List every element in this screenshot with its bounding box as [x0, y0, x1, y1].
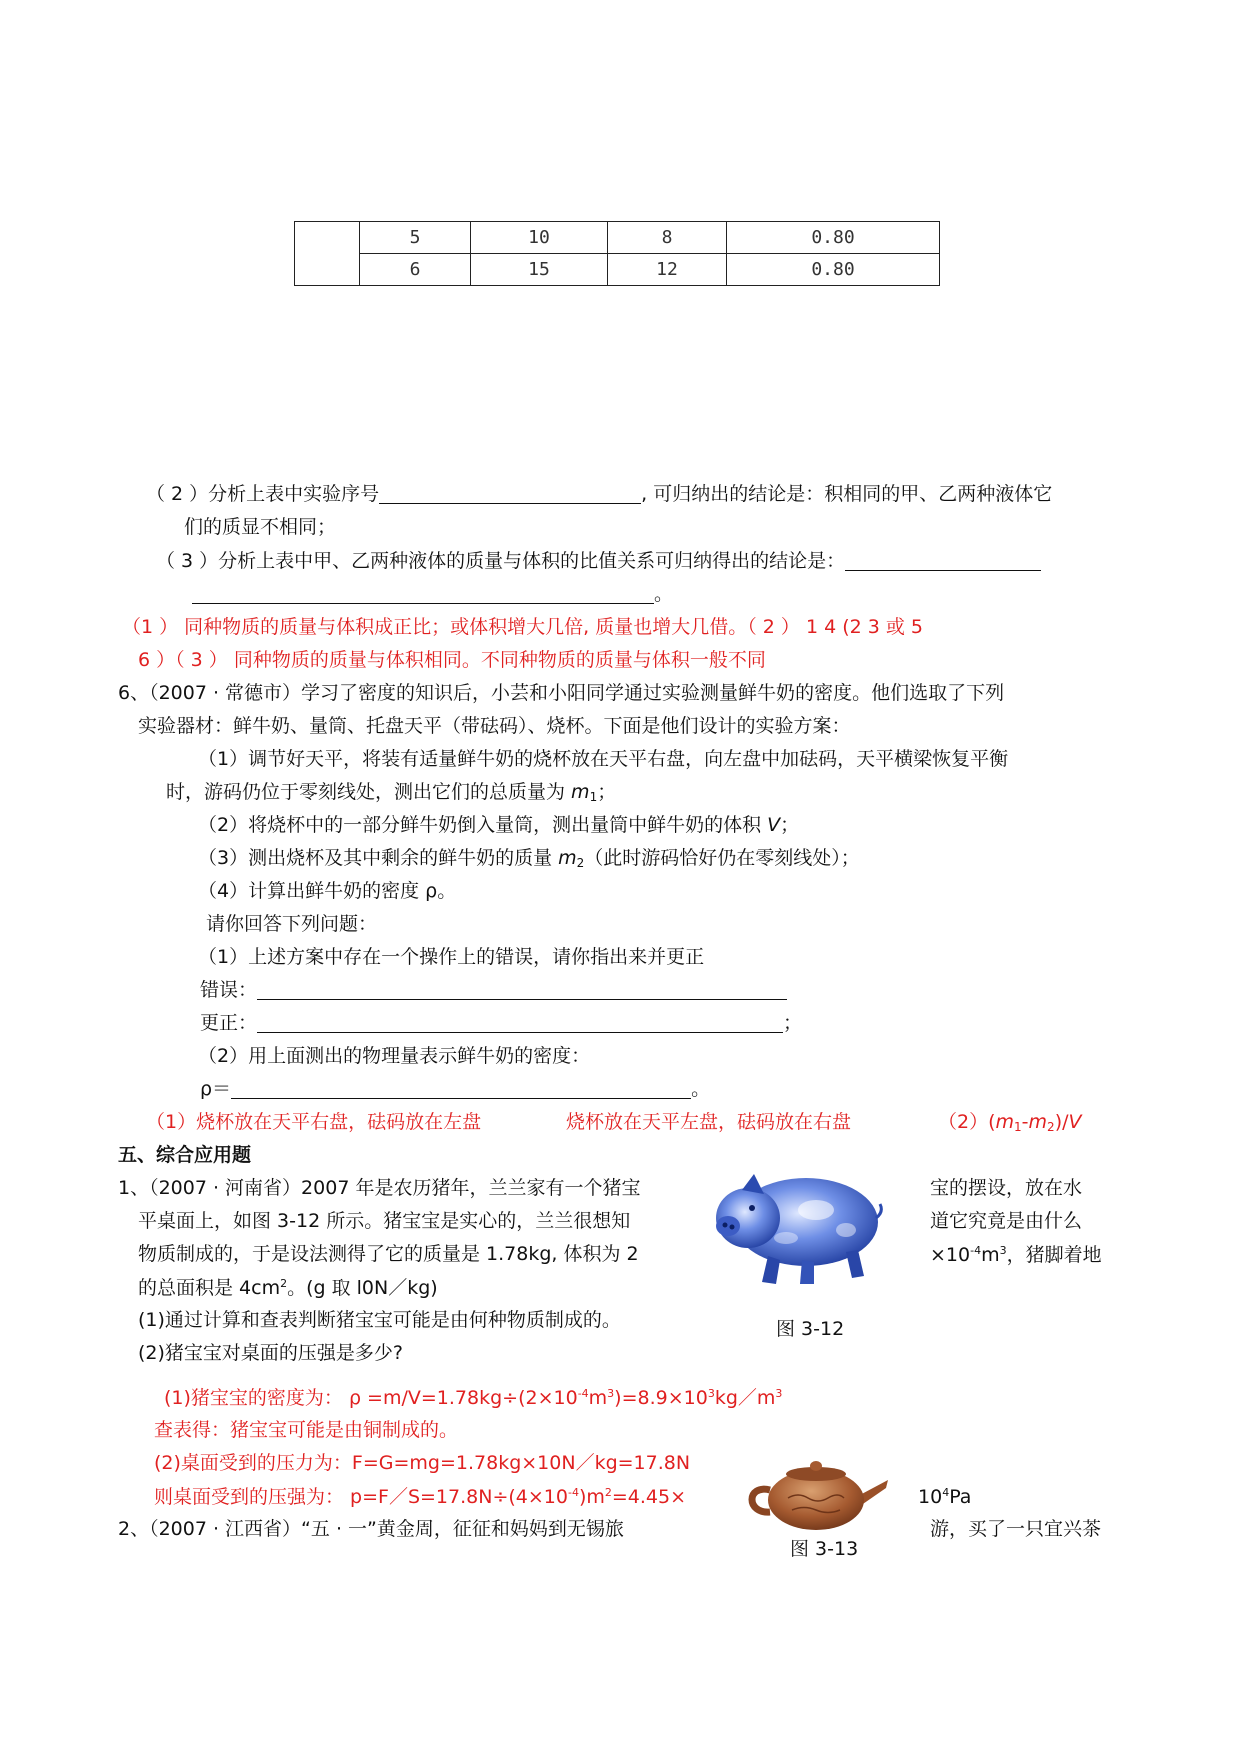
answer-blank — [257, 1014, 783, 1033]
table-cell: 8 — [608, 222, 727, 254]
step-1-line1: （1）调节好天平，将装有适量鲜牛奶的烧杯放在天平右盘，向左盘中加砝码，天平横梁恢复平衡 — [198, 748, 1009, 770]
figure-caption: 图 3-12 — [776, 1318, 845, 1340]
question-6-line2: 实验器材：鲜牛奶、量筒、托盘天平（带砝码）、烧杯。下面是他们设计的实验方案： — [138, 715, 851, 737]
problem-1-line3-left: 物质制成的，于是设法测得了它的质量是 1.78kg, 体积为 2 — [138, 1243, 639, 1265]
teapot-figure — [740, 1440, 892, 1540]
answer-p1-line2: 查表得：猪宝宝可能是由铜制成的。 — [154, 1419, 459, 1441]
answer-blank — [192, 585, 654, 604]
part-1-prompt: （1）上述方案中存在一个操作上的错误，请你指出来并更正 — [198, 946, 705, 968]
table-cell: 12 — [608, 254, 727, 286]
answer-blank — [231, 1080, 691, 1099]
answer-p1-line3: (2)桌面受到的压力为：F=G=mg=1.78kg×10N／kg=17.8N — [154, 1452, 691, 1474]
problem-1-question-2: (2)猪宝宝对桌面的压强是多少? — [138, 1342, 403, 1364]
table-row — [295, 254, 940, 286]
question-prompt: 请你回答下列问题： — [206, 913, 378, 935]
step-3: （3）测出烧杯及其中剩余的鲜牛奶的质量 $m_2$（此时游码恰好仍在零刻线处）； — [198, 847, 860, 870]
step-4: （4）计算出鲜牛奶的密度 ρ。 — [198, 880, 457, 902]
question-2-line2: 们的质显不相同； — [184, 516, 337, 538]
section-title: 五、综合应用题 — [118, 1144, 252, 1166]
answer-6-part2: $(2)(m_1-m_2)/V$ — [938, 1111, 1082, 1134]
answer-blank — [379, 485, 641, 504]
table-cell: 10 — [471, 222, 608, 254]
table-cell: 15 — [471, 254, 608, 286]
answer-blank — [845, 552, 1041, 571]
data-table — [294, 221, 940, 286]
table-row — [295, 222, 940, 254]
table-cell: 0.80 — [727, 222, 940, 254]
problem-1-question-1: (1)通过计算和查表判断猪宝宝可能是由何种物质制成的。 — [138, 1309, 621, 1331]
question-3-line1: （ 3 ）分析上表中甲、乙两种液体的质量与体积的比值关系可归纳得出的结论是： — [156, 552, 1041, 571]
density-line: ρ＝ 。 — [200, 1078, 711, 1100]
question-2-line1: （ 2 ）分析上表中实验序号 , 可归纳出的结论是：积相同的甲、乙两种液体它 — [146, 483, 1053, 505]
problem-1-line2-left: 平桌面上，如图 3-12 所示。猪宝宝是实心的，兰兰很想知 — [138, 1210, 631, 1232]
problem-1-line1-left: 1、（2007 · 河南省）2007 年是农历猪年，兰兰家有一个猪宝 — [118, 1177, 641, 1199]
answer-6-part1: （1）烧杯放在天平右盘，砝码放在左盘 — [146, 1111, 482, 1133]
problem-1-line2-right: 道它究竟是由什么 — [930, 1210, 1083, 1232]
step-2: （2）将烧杯中的一部分鲜牛奶倒入量筒，测出量筒中鲜牛奶的体积 V； — [198, 814, 800, 836]
answer-p1-line4-right: $10^4Pa$ — [918, 1486, 972, 1508]
answer-p1-line4: 则桌面受到的压强为： $p=F/S=17.8N\div(4\times 10^{-4})m^2=4.45\times$ — [154, 1486, 687, 1508]
question-3-line2: 。 — [192, 585, 673, 604]
question-6-line1: 6、（2007 · 常德市）学习了密度的知识后，小芸和小阳同学通过实验测量鲜牛奶的密度。他们选取了下列 — [118, 682, 1005, 704]
problem-2-line1-right: 游，买了一只宜兴茶 — [930, 1518, 1102, 1540]
problem-1-line3-right: $\times 10^{-4}m^3$，猪脚着地 — [930, 1244, 1102, 1266]
pig-figure — [706, 1160, 884, 1290]
table-cell: 6 — [360, 254, 471, 286]
figure-caption: 图 3-13 — [790, 1538, 859, 1560]
table-cell — [295, 222, 360, 286]
problem-1-line4: 的总面积是 $4cm^2$。(g 取 l0N／kg) — [138, 1277, 438, 1299]
step-1-line2: 时，游码仍位于零刻线处，测出它们的总质量为 $m_1$； — [166, 781, 617, 804]
answer-5-line1: （1 ） 同种物质的质量与体积成正比；或体积增大几倍, 质量也增大几借。（ 2 ） 1 4 (2 3 或 5 — [122, 616, 924, 638]
part-2-prompt: （2）用上面测出的物理量表示鲜牛奶的密度： — [198, 1045, 591, 1067]
answer-6-correction: 烧杯放在天平左盘，砝码放在右盘 — [566, 1111, 852, 1133]
table-cell: 5 — [360, 222, 471, 254]
problem-1-line1-right: 宝的摆设，放在水 — [930, 1177, 1083, 1199]
answer-blank — [257, 981, 787, 1000]
answer-5-line2: 6 ）（ 3 ） 同种物质的质量与体积相同。不同种物质的质量与体积一般不同 — [138, 649, 766, 671]
problem-2-line1-left: 2、（2007 · 江西省）“五 · 一”黄金周，征征和妈妈到无锡旅 — [118, 1518, 624, 1540]
error-line: 错误： — [200, 981, 787, 1000]
answer-p1-line1: (1)猪宝宝的密度为： $\rho =m/V=1.78kg\div(2\times 10^{-4}m^3)=8.9\times 10^3kg/m^3$ — [164, 1387, 783, 1409]
table-cell: 0.80 — [727, 254, 940, 286]
correction-line: 更正： ； — [200, 1012, 803, 1034]
